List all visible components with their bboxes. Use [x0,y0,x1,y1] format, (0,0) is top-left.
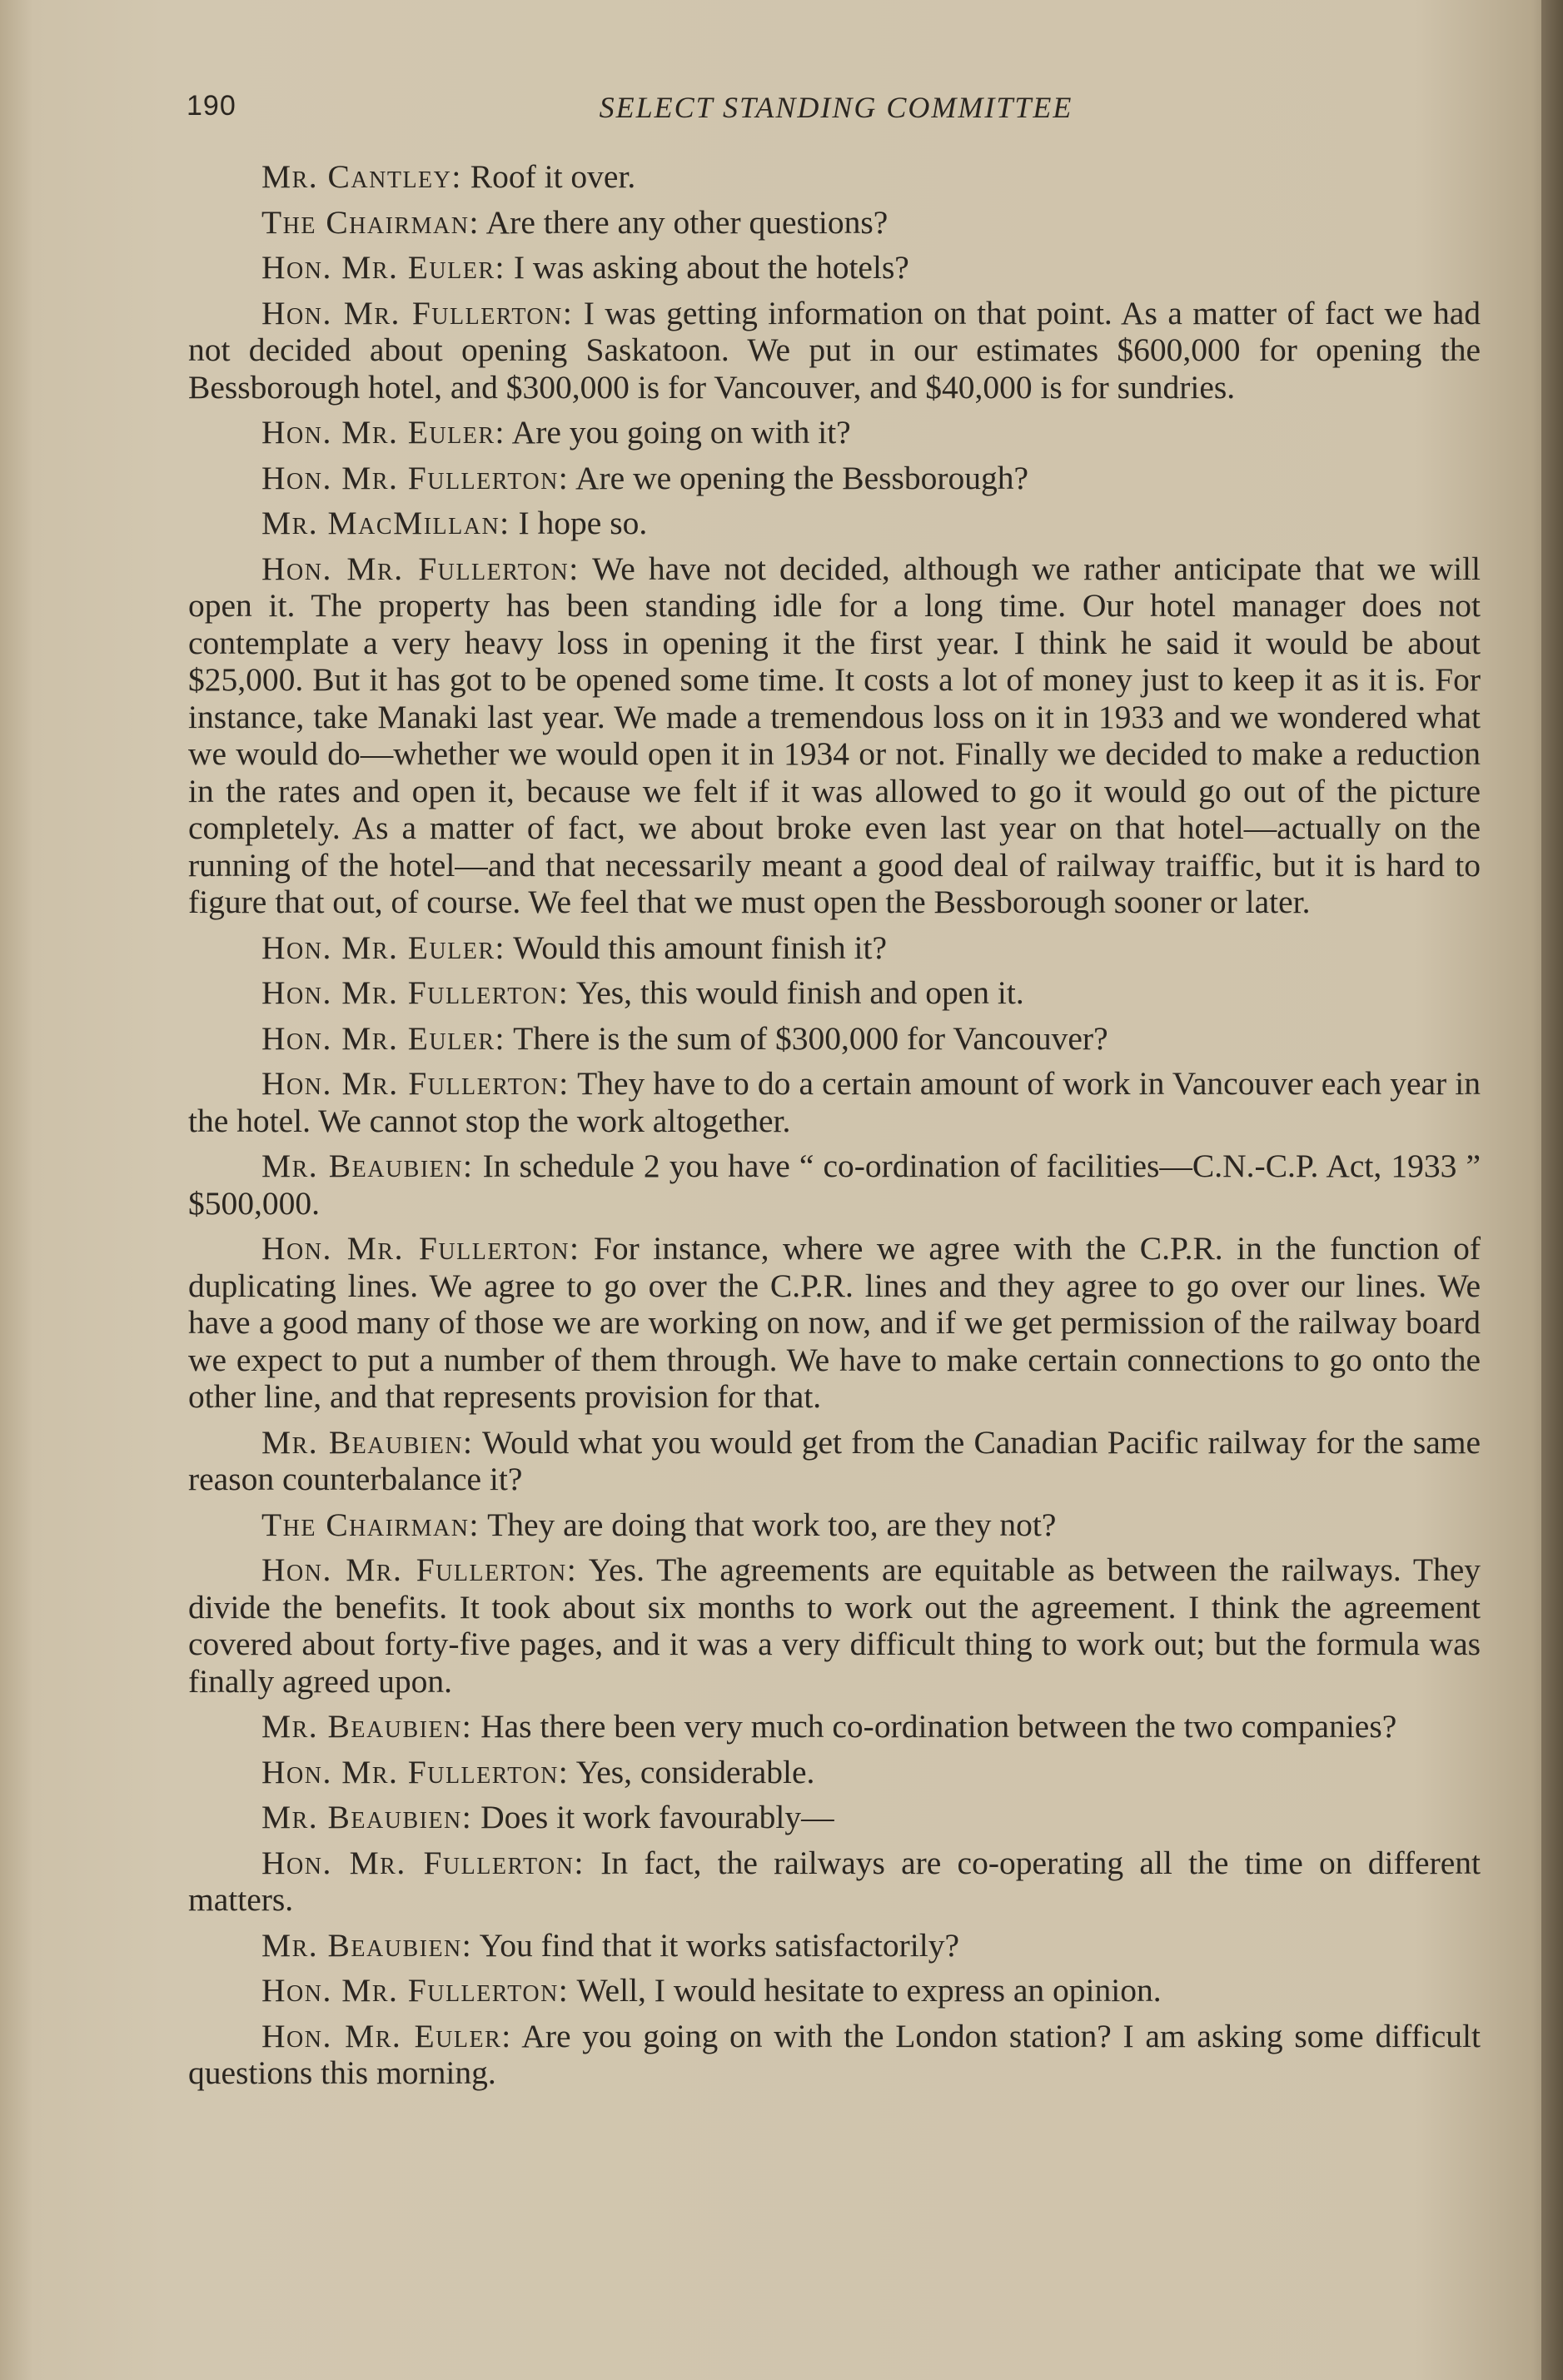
transcript-paragraph [188,1506,1481,1544]
speaker-name: Hon. Mr. Fullerton: [261,1753,570,1790]
speaker-name: Hon. Mr. Fullerton: [261,1551,578,1588]
transcript-paragraph [188,249,1481,286]
transcript-paragraph [188,1708,1481,1745]
speech-text: Yes. The agreements are equitable as between the railways. They divide the benefits. It took about six months to work out the agreement. I think the agreement covered about forty-five pages, and it was a very difficult thing to work out; but the formula was finally agreed upon. [188,1551,1481,1700]
speech-text: We have not decided, although we rather anticipate that we will open it. The property has been standing idle for a long time. Our hotel manager does not contemplate a very heavy loss in opening it the first year. I think he said it would be about $25,000. But it has got to be opened some time. It costs a lot of money just to keep it as it is. For instance, take Manaki last year. We made a tremendous loss on it in 1933 and we wondered what we would do—whether we would open it in 1934 or not. Finally we decided to make a reduction in the rates and open it, because we felt if it was allowed to go it would go out of the picture completely. As a matter of fact, we about broke even last year on that hotel—actually on the running of the hotel—and that necessarily meant a good deal of railway traiffic, but it is hard to figure that out, of course. We feel that we must open the Bessborough sooner or later. [188,550,1481,920]
speech-text: Roof it over. [461,158,636,195]
transcript-body [188,158,1481,2100]
transcript-paragraph [188,1551,1481,1700]
transcript-paragraph [188,1972,1481,2009]
speaker-name: Hon. Mr. Fullerton: [261,1972,570,2009]
speech-text: Yes, this would finish and open it. [569,974,1024,1011]
speech-text: I was getting information on that point. As a matter of fact we had not decided about opening Saskatoon. We put in our estimates $600,000 for opening the Bessborough hotel, and $300,000 is for Vancouver, and $40,000 is for sundries. [188,294,1481,406]
transcript-paragraph [188,2018,1481,2092]
speech-text: They have to do a certain amount of work in Vancouver each year in the hotel. We cannot stop the work altogether. [188,1065,1481,1139]
speaker-name: Hon. Mr. Euler: [261,249,505,286]
transcript-paragraph [188,974,1481,1012]
speech-text: In fact, the railways are co-operating all the time on different matters. [188,1844,1481,1918]
speaker-name: Hon. Mr. Euler: [261,2017,512,2054]
transcript-paragraph [188,1927,1481,1964]
speech-text: I was asking about the hotels? [505,249,909,286]
transcript-paragraph [188,1065,1481,1139]
speaker-name: Hon. Mr. Fullerton: [261,1844,585,1881]
transcript-paragraph [188,929,1481,967]
transcript-paragraph [188,1230,1481,1416]
transcript-paragraph [188,414,1481,451]
transcript-paragraph [188,1148,1481,1222]
speech-text: Would this amount finish it? [505,929,887,966]
speaker-name: Mr. Beaubien: [261,1423,474,1461]
speech-text: I hope so. [510,505,648,541]
speaker-name: Hon. Mr. Fullerton: [261,1230,580,1267]
speaker-name: Hon. Mr. Euler: [261,1019,505,1057]
transcript-paragraph [188,204,1481,241]
speaker-name: Hon. Mr. Fullerton: [261,974,570,1011]
speaker-name: Hon. Mr. Euler: [261,414,505,451]
speaker-name: Mr. MacMillan: [261,505,510,541]
transcript-paragraph [188,295,1481,406]
speech-text: Are you going on with the London station? I am asking some difficult questions this morning. [188,2017,1481,2091]
transcript-paragraph [188,1754,1481,1791]
transcript-paragraph [188,1424,1481,1498]
speech-text: Has there been very much co-ordination between the two companies? [472,1708,1397,1745]
transcript-paragraph [188,158,1481,196]
transcript-paragraph [188,1799,1481,1836]
speech-text: In schedule 2 you have “ co-ordination of facilities—C.N.-C.P. Act, 1933 ” $500,000. [188,1148,1481,1222]
speech-text: Well, I would hesitate to express an opinion. [569,1972,1162,2009]
running-head: SELECT STANDING COMMITTEE [599,91,1073,124]
speech-text: For instance, where we agree with the C.P.R. in the function of duplicating lines. We agree to go over the C.P.R. lines and they agree to go over our lines. We have a good many of those we are working on now, and if we get permission of the railway board we expect to put a number of them through. We have to make certain connections to go onto the other line, and that represents provision for that. [188,1230,1481,1415]
speech-text: Yes, considerable. [569,1753,815,1790]
speech-text: Are there any other questions? [479,203,889,241]
transcript-paragraph [188,1020,1481,1058]
speaker-name: Mr. Beaubien: [261,1148,474,1184]
page-number: 190 [187,90,236,122]
speaker-name: The Chairman: [261,1506,480,1543]
speech-text: You find that it works satisfactorily? [472,1926,960,1964]
transcript-paragraph [188,1845,1481,1919]
speaker-name: Mr. Beaubien: [261,1799,473,1835]
speech-text: There is the sum of $300,000 for Vancouver? [505,1019,1108,1057]
speaker-name: Mr. Cantley: [261,158,462,195]
speech-text: Does it work favourably— [472,1799,834,1835]
transcript-paragraph [188,550,1481,921]
transcript-paragraph [188,460,1481,497]
speaker-name: Mr. Beaubien: [261,1926,473,1964]
transcript-paragraph [188,505,1481,542]
speaker-name: Hon. Mr. Euler: [261,929,505,966]
speech-text: They are doing that work too, are they not? [479,1506,1057,1543]
speech-text: Are you going on with it? [505,414,851,451]
speaker-name: Hon. Mr. Fullerton: [261,550,580,587]
speech-text: Are we opening the Bessborough? [569,459,1029,496]
page-header [187,90,1486,127]
speech-text: Would what you would get from the Canadian Pacific railway for the same reason counterbalance it? [188,1423,1481,1497]
speaker-name: Hon. Mr. Fullerton: [261,459,570,496]
speaker-name: The Chairman: [261,203,480,241]
speaker-name: Hon. Mr. Fullerton: [261,1065,570,1102]
speaker-name: Mr. Beaubien: [261,1708,473,1745]
book-spine-edge [1541,0,1563,2380]
speaker-name: Hon. Mr. Fullerton: [261,294,574,331]
